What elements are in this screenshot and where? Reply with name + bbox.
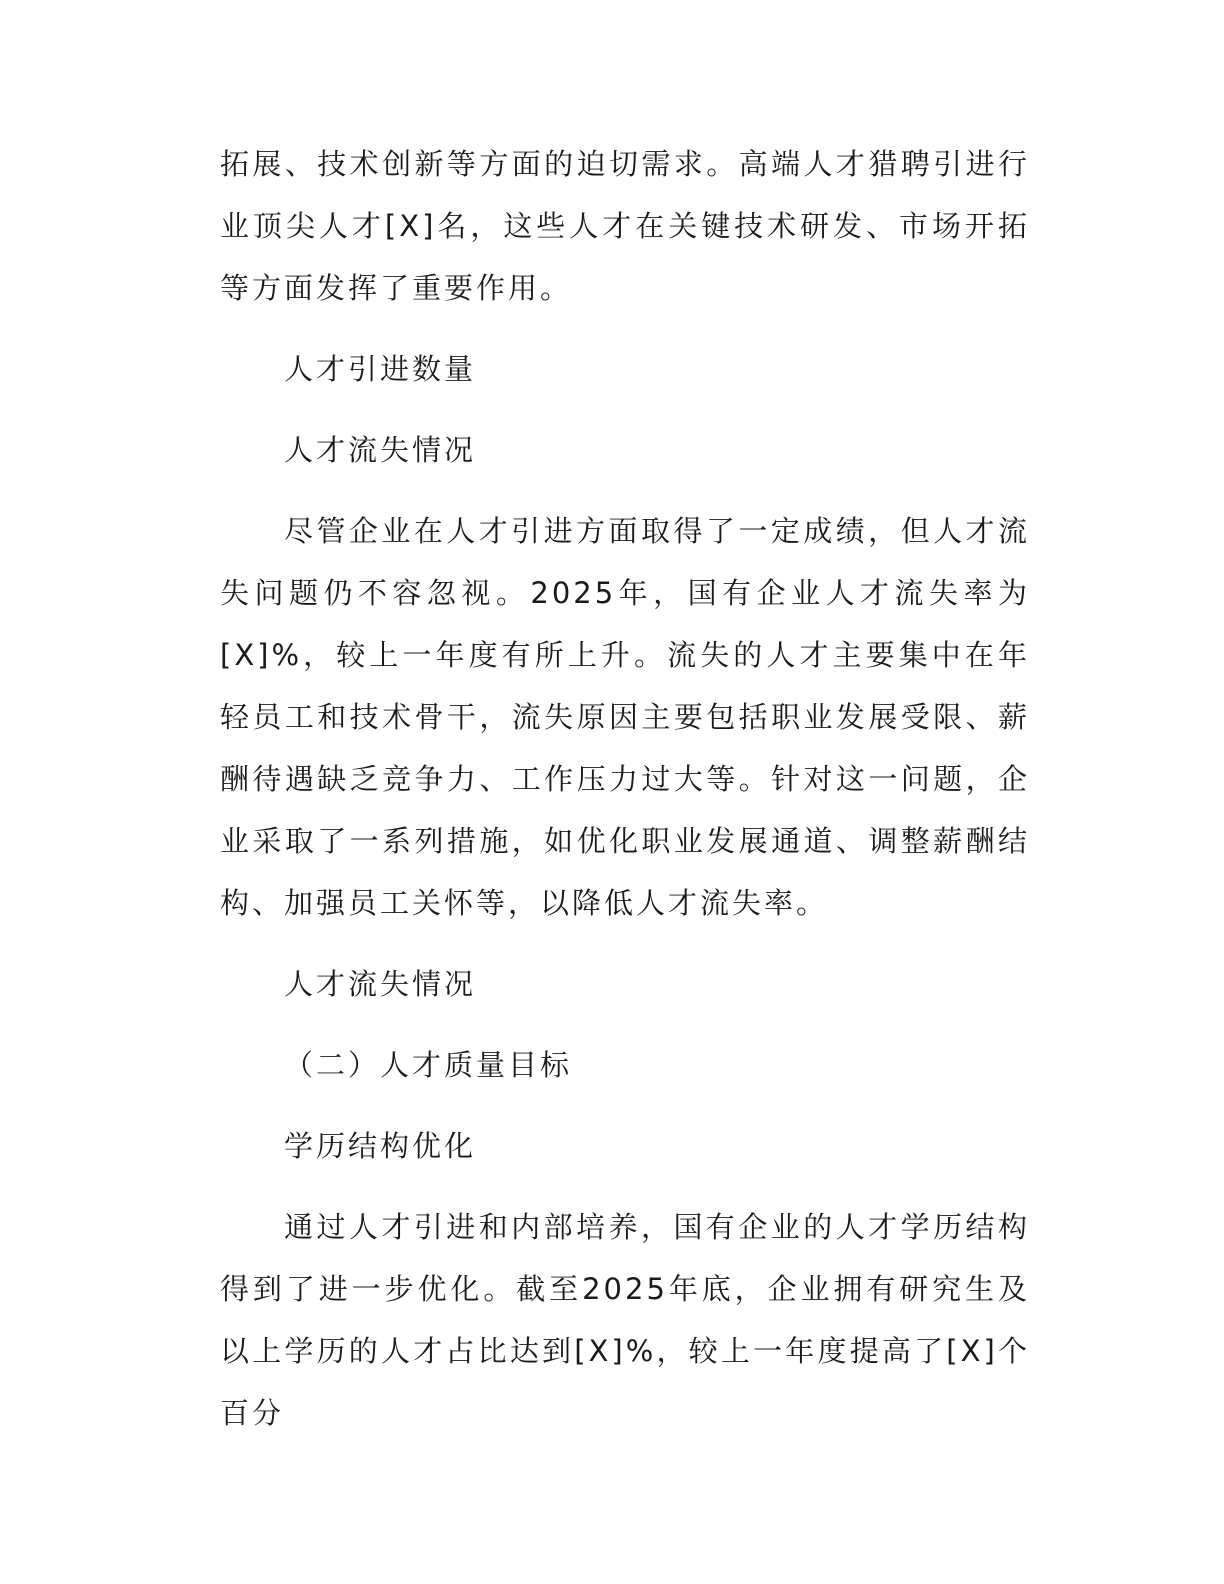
education-paragraph: 通过人才引进和内部培养，国有企业的人才学历结构得到了进一步优化。截至2025年底，企业拥有研究生及以上学历的人才占比达到[X]%，较上一年度提高了[X]个百分 (220, 1210, 1030, 1430)
intro-paragraph: 拓展、技术创新等方面的迫切需求。高端人才猎聘引进行业顶尖人才[X]名，这些人才在关键技术研发、市场开拓等方面发挥了重要作用。 (220, 147, 1030, 305)
heading-talent-loss-repeat: 人才流失情况 (284, 967, 477, 1001)
heading-talent-intake: 人才引进数量 (284, 352, 477, 386)
section-heading-talent-quality: （二）人才质量目标 (284, 1048, 573, 1082)
talent-loss-paragraph: 尽管企业在人才引进方面取得了一定成绩，但人才流失问题仍不容忽视。2025年，国有企业人才流失率为[X]%，较上一年度有所上升。流失的人才主要集中在年轻员工和技术骨干，流失原因主要包括职业发展受限、薪酬待遇缺乏竞争力、工作压力过大等。针对这一问题，企业采取了一系列措施，如优化职业发展通道、调整薪酬结构、加强员工关怀等，以降低人才流失率。 (220, 514, 1030, 920)
document-body (220, 133, 1030, 1444)
heading-education-structure: 学历结构优化 (284, 1129, 477, 1163)
heading-talent-loss: 人才流失情况 (284, 433, 477, 467)
